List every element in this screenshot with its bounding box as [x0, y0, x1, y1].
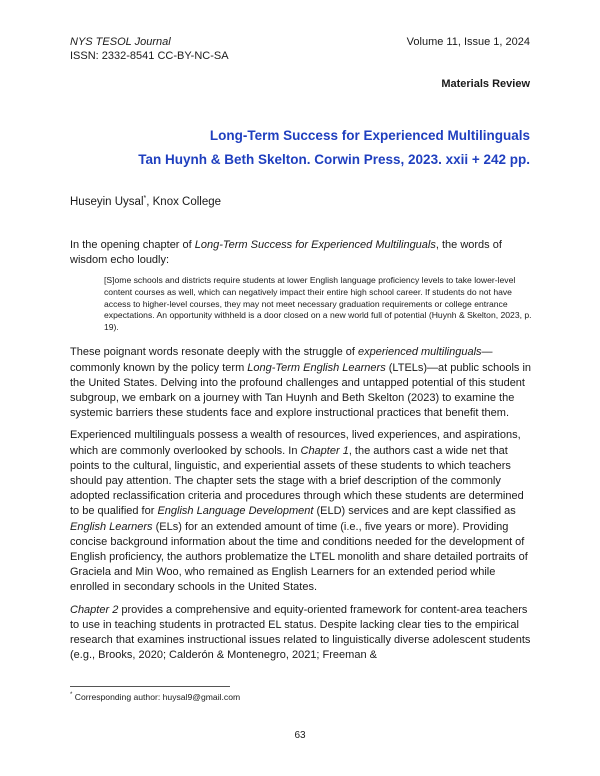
footnote-marker: *	[70, 692, 73, 699]
paragraph-intro: In the opening chapter of Long-Term Success for Experienced Multilinguals, the words of wisdom echo loudly:	[70, 239, 502, 267]
block-quote: [S]ome schools and districts require students at lower English language proficiency levels to take lower-level content courses as well, which can negatively impact their entire high school career. If students do not have access to higher-level courses, they may not meet necessary graduation requirements or college entrance expectations. An opportunity withheld is a door closed on a new world full of potential (Huynh & Skelton, 2023, p. 19).	[104, 275, 532, 332]
journal-name: NYS TESOL Journal	[70, 36, 171, 48]
author-footnote-marker: *	[143, 195, 147, 202]
footnote-text: Corresponding author: huysal9@gmail.com	[72, 692, 241, 702]
issn-line: ISSN: 2332-8541 CC-BY-NC-SA	[70, 50, 229, 62]
article-body	[70, 238, 532, 670]
author-affiliation: , Knox College	[146, 195, 222, 208]
footnote	[70, 692, 240, 702]
book-title-italic: Long-Term Success for Experienced Multilinguals	[194, 239, 436, 251]
paragraph-3: Experienced multilinguals possess a wealth of resources, lived experiences, and aspirations, which are commonly overlooked by schools. In Chapter 1, the authors cast a wide net that points to the cultural, linguistic, and experiential assets of these students to which teachers should pay attention. The chapter sets the stage with a brief description of the commonly adopted reclassification criteria and procedures through which these students are determined to be qualified for English Language Development (ELD) services and are kept classified as English Learners (ELs) for an extended amount of time (i.e., five years or more). Providing concise background information about the time and conditions needed for the development of English proficiency, the authors problematize the LTEL monolith and share detailed portraits of Graciela and Min Woo, who remained as English Learners for an extended period while enrolled in secondary schools in the United States.	[70, 429, 528, 594]
review-title	[138, 124, 530, 172]
paragraph-4: Chapter 2 provides a comprehensive and equity-oriented framework for content-area teachers to use in teaching students in protracted EL status. Despite lacking clear ties to the empirical research that examines instructional issues related to linguistically diverse adolescent students (e.g., Brooks, 2020; Calderón & Montenegro, 2021; Freeman &	[70, 603, 531, 662]
author-line	[70, 195, 221, 208]
volume-issue: Volume 11, Issue 1, 2024	[406, 36, 530, 48]
author-name: Huseyin Uysal	[70, 195, 144, 208]
paragraph-2: These poignant words resonate deeply with the struggle of experienced multilinguals—commonly known by the policy term Long-Term English Learners (LTELs)—at public schools in the United States. Delving into the profound challenges and untapped potential of this student subgroup, we embark on a journey with Tan Huynh and Beth Skelton (2023) to examine the systemic barriers these students face and explore instructional practices that benefit them.	[70, 346, 532, 420]
page-number: 63	[294, 730, 306, 741]
section-label: Materials Review	[441, 78, 530, 90]
footnote-divider	[70, 686, 230, 687]
running-header-left	[70, 35, 229, 63]
book-citation: Tan Huynh & Beth Skelton. Corwin Press, 2023. xxii + 242 pp.	[138, 152, 530, 167]
book-title: Long-Term Success for Experienced Multilinguals	[209, 128, 530, 143]
